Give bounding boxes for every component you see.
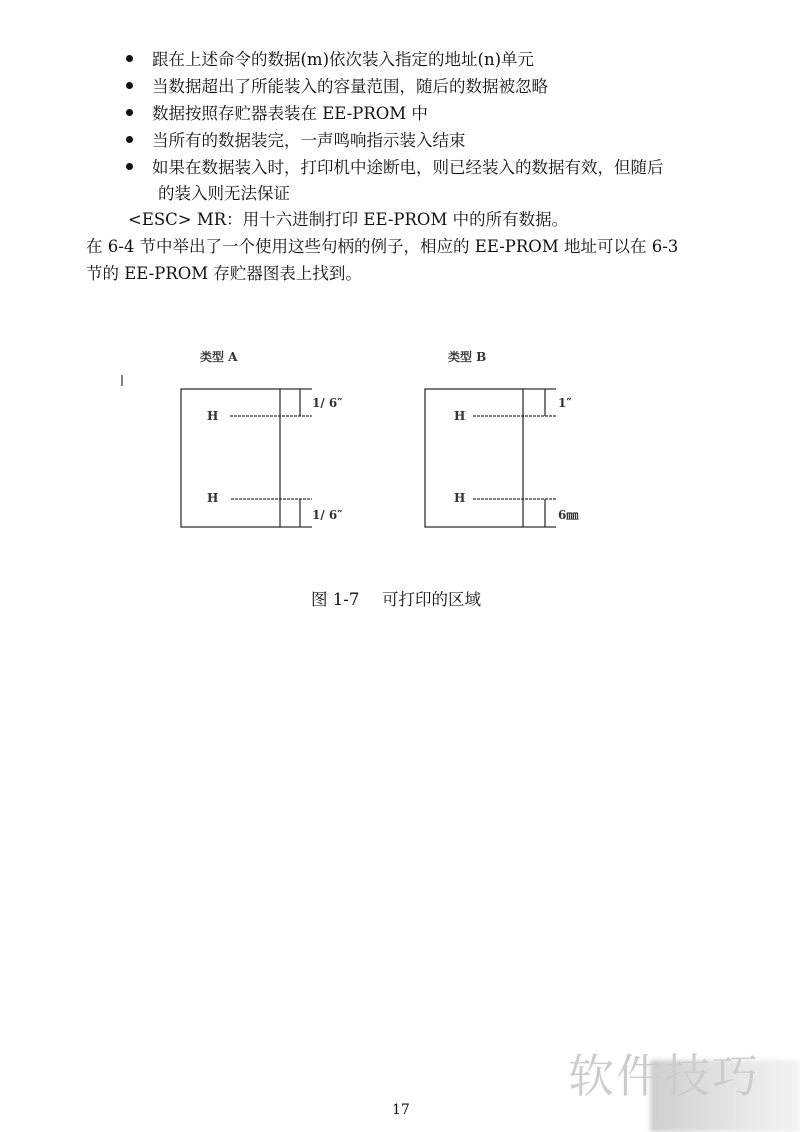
bullet-text: 当所有的数据装完，一声鸣响指示装入结束 bbox=[152, 131, 466, 150]
esc-command-line: <ESC> MR：用十六进制打印 EE-PROM 中的所有数据。 bbox=[128, 210, 569, 229]
type-b-bottom-margin: 6㎜ bbox=[558, 508, 579, 522]
type-b-top-margin: 1″ bbox=[558, 396, 572, 410]
bullet-icon bbox=[126, 136, 133, 143]
bullet-icon bbox=[126, 163, 133, 170]
type-a-bottom-margin: 1/ 6″ bbox=[312, 508, 343, 522]
bullet-icon bbox=[126, 109, 133, 116]
bullet-text: 跟在上述命令的数据(m)依次装入指定的地址(n)单元 bbox=[152, 50, 535, 69]
type-a-top-margin: 1/ 6″ bbox=[312, 396, 343, 410]
type-a-title: 类型 A bbox=[200, 350, 238, 364]
type-b-h-label: H bbox=[454, 409, 466, 423]
paragraph-line: 节的 EE-PROM 存贮器图表上找到。 bbox=[86, 264, 362, 283]
figure-caption-text: 可打印的区域 bbox=[382, 590, 481, 609]
type-b-title: 类型 B bbox=[448, 350, 487, 364]
bullet-icon bbox=[126, 82, 133, 89]
watermark: 软件技巧 bbox=[568, 1049, 760, 1103]
bullet-continuation: 的装入则无法保证 bbox=[158, 184, 290, 203]
page-number: 17 bbox=[392, 1102, 410, 1118]
bullet-text: 数据按照存贮器表装在 EE-PROM 中 bbox=[152, 104, 428, 123]
bullet-icon bbox=[126, 55, 133, 62]
type-a-h-label: H bbox=[207, 491, 219, 505]
type-b-diagram bbox=[425, 389, 556, 527]
bullet-text: 如果在数据装入时，打印机中途断电，则已经装入的数据有效，但随后 bbox=[152, 158, 664, 177]
paragraph-line: 在 6-4 节中举出了一个使用这些句柄的例子，相应的 EE-PROM 地址可以在 6-3 bbox=[86, 237, 679, 256]
type-a-h-label: H bbox=[207, 409, 219, 423]
type-b-h-label: H bbox=[454, 491, 466, 505]
printable-area-diagram bbox=[0, 330, 800, 560]
bullet-text: 当数据超出了所能装入的容量范围，随后的数据被忽略 bbox=[152, 77, 548, 96]
type-a-diagram bbox=[181, 389, 312, 527]
figure-caption-number: 图 1-7 bbox=[311, 590, 360, 609]
